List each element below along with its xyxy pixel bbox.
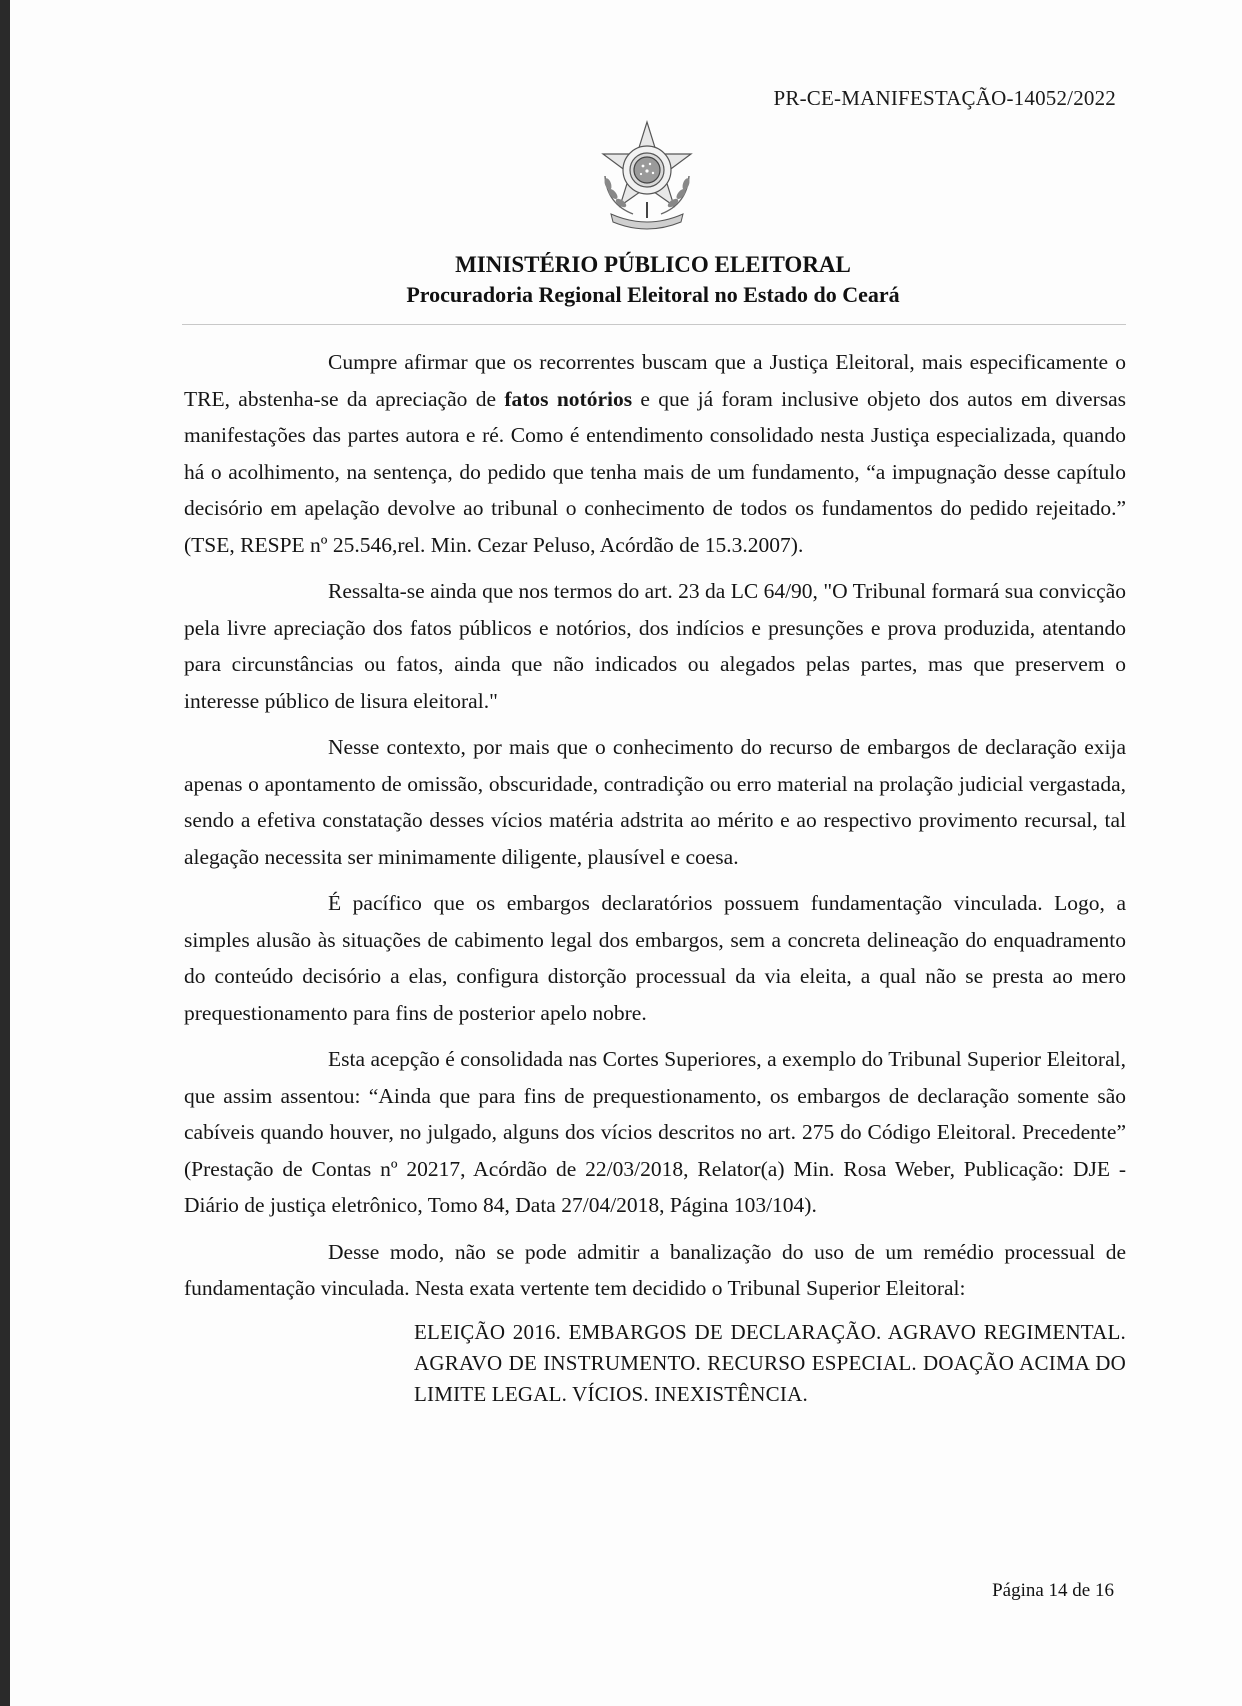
paragraph-4: É pacífico que os embargos declaratórios possuem fundamentação vinculada. Logo, a simples alusão às situações de cabimento legal dos embargos, sem a concreta delineação do enquadramento do conteúdo decisório a elas, configura distorção processual da via eleita, a qual não se presta ao mero prequestionamento para fins de posterior apelo nobre. xyxy=(184,891,1126,1025)
paragraph-1-text-a: Cumpre afirmar que os recorrentes buscam que a Justiça Eleitoral, mais especificamente o TRE, abstenha-se da apreciação de xyxy=(184,350,1126,411)
document-body xyxy=(184,344,1126,1410)
dept-title: Procuradoria Regional Eleitoral no Estado do Ceará xyxy=(406,282,900,307)
page-number: Página 14 de 16 xyxy=(992,1580,1114,1601)
brazil-coat-of-arms-icon xyxy=(595,118,699,230)
block-quote: ELEIÇÃO 2016. EMBARGOS DE DECLARAÇÃO. AGRAVO REGIMENTAL. AGRAVO DE INSTRUMENTO. RECURSO ESPECIAL. DOAÇÃO ACIMA DO LIMITE LEGAL. VÍCIOS. INEXISTÊNCIA. xyxy=(414,1319,1126,1406)
paragraph-5: Esta acepção é consolidada nas Cortes Superiores, a exemplo do Tribunal Superior Eleitoral, que assim assentou: “Ainda que para fins de prequestionamento, os embargos de declaração somente são cabíveis quando houver, no julgado, alguns dos vícios descritos no art. 275 do Código Eleitoral. Precedente” (Prestação de Contas nº 20217, Acórdão de 22/03/2018, Relator(a) Min. Rosa Weber, Publicação: DJE - Diário de justiça eletrônico, Tomo 84, Data 27/04/2018, Página 103/104). xyxy=(184,1047,1126,1217)
document-page xyxy=(10,0,1242,1706)
document-id: PR-CE-MANIFESTAÇÃO-14052/2022 xyxy=(773,86,1116,110)
document-header xyxy=(10,250,1242,310)
org-title: MINISTÉRIO PÚBLICO ELEITORAL xyxy=(455,252,851,277)
paragraph-6: Desse modo, não se pode admitir a banalização do uso de um remédio processual de fundamentação vinculada. Nesta exata vertente tem decidido o Tribunal Superior Eleitoral: xyxy=(184,1239,1126,1300)
paragraph-1-bold: fatos notórios xyxy=(504,386,633,411)
paragraph-2: Ressalta-se ainda que nos termos do art. 23 da LC 64/90, "O Tribunal formará sua convicção pela livre apreciação dos fatos públicos e notórios, dos indícios e presunções e prova produzida, atentando para circunstâncias ou fatos, ainda que não indicados ou alegados pelas partes, mas que preservem o interesse público de lisura eleitoral." xyxy=(184,579,1126,713)
paragraph-1 xyxy=(184,344,1126,563)
paragraph-3: Nesse contexto, por mais que o conhecimento do recurso de embargos de declaração exija apenas o apontamento de omissão, obscuridade, contradição ou erro material na prolação judicial vergastada, sendo a efetiva constatação desses vícios matéria adstrita ao mérito e ao respectivo provimento recursal, tal alegação necessita ser minimamente diligente, plausível e coesa. xyxy=(184,735,1126,869)
paragraph-1-text-b: e que já foram inclusive objeto dos autos em diversas manifestações das partes autora e ré. Como é entendimento consolidado nesta Justiça especializada, quando há o acolhimento, na sentença, do pedido que tenha mais de um fundamento, “a impugnação desse capítulo decisório em apelação devolve ao tribunal o conhecimento de todos os fundamentos do pedido rejeitado.” (TSE, RESPE nº 25.546,rel. Min. Cezar Peluso, Acórdão de 15.3.2007). xyxy=(184,386,1127,557)
header-divider xyxy=(182,324,1126,325)
